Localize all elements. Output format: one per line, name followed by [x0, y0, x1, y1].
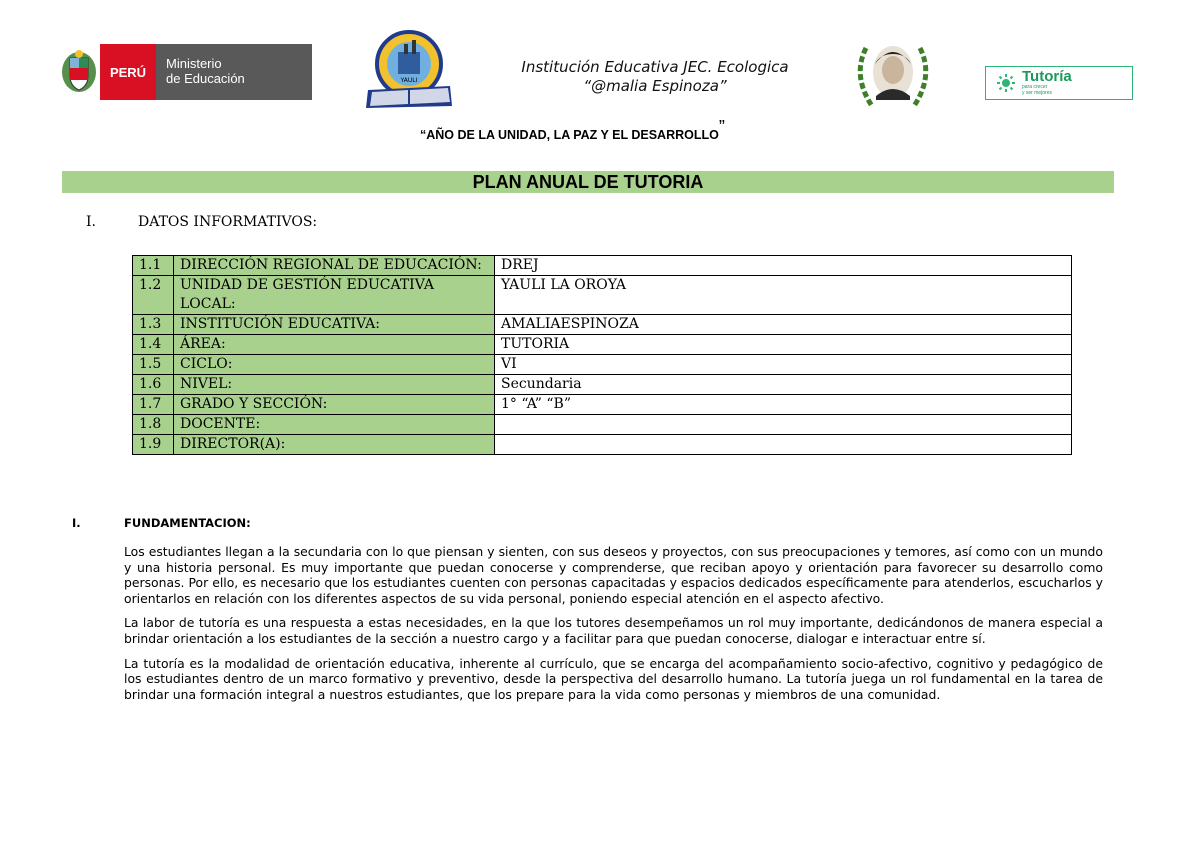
section-heading: DATOS INFORMATIVOS: — [138, 214, 318, 230]
table-row — [133, 375, 1072, 395]
row-label: INSTITUCIÓN EDUCATIVA: — [174, 315, 495, 335]
paragraph: La tutoría es la modalidad de orientación educativa, inherente al currículo, que se encarga del acompañamiento socio-afectivo, cognitivo y pedagógico de los estudiantes dentro de un marco formativo y preventivo, desde la perspectiva del desarrollo humano. La tutoría juega un rol fundamental en la tarea de brindar una formación integral a nuestros estudiantes, que los prepare para la vida como personas y miembros de una comunidad. — [124, 655, 1103, 702]
row-label: DIRECTOR(A): — [174, 435, 495, 455]
paragraph: La labor de tutoría es una respuesta a estas necesidades, en la que los tutores desempeñamos un rol muy importante, dedicándonos de manera especial a brindar orientación a los estudiantes de la sección a nuestro cargo y a facilitar para que puedan conocerse, dialogar e interactuar entre sí. — [124, 615, 1103, 646]
row-value — [495, 435, 1072, 455]
tutoria-sub1: para crecer — [1022, 84, 1048, 90]
row-value: TUTORIA — [495, 335, 1072, 355]
info-table — [132, 255, 1072, 455]
row-number: 1.3 — [133, 315, 174, 335]
row-label: GRADO Y SECCIÓN: — [174, 395, 495, 415]
row-label: NIVEL: — [174, 375, 495, 395]
row-number: 1.7 — [133, 395, 174, 415]
page-title: PLAN ANUAL DE TUTORIA — [62, 171, 1114, 193]
table-row — [133, 276, 1072, 315]
tutoria-sub2: y ser mejores — [1022, 90, 1053, 96]
row-number: 1.4 — [133, 335, 174, 355]
row-number: 1.8 — [133, 415, 174, 435]
portrait-laurel-emblem — [846, 38, 940, 114]
ministry-name: Ministerio de Educación — [156, 44, 312, 100]
row-number: 1.9 — [133, 435, 174, 455]
sun-flower-icon — [996, 73, 1016, 93]
row-value: 1° “A” “B” — [495, 395, 1072, 415]
table-row — [133, 256, 1072, 276]
row-number: 1.5 — [133, 355, 174, 375]
section-heading: FUNDAMENTACION: — [124, 516, 251, 530]
row-value: DREJ — [495, 256, 1072, 276]
tutoria-logo — [985, 66, 1133, 100]
row-number: 1.6 — [133, 375, 174, 395]
section-numeral: I. — [86, 214, 96, 230]
section-numeral: I. — [72, 516, 81, 530]
row-label: DIRECCIÓN REGIONAL DE EDUCACIÓN: — [174, 256, 495, 276]
paragraph: Los estudiantes llegan a la secundaria con lo que piensan y sienten, con sus deseos y proyectos, con sus preocupaciones y temores, así como con un mundo y una historia personal. Es muy importante que puedan conocerse y comprenderse, que reciban apoyo y orientación para favorecer su desarrollo como personas. Por ello, es necesario que los estudiantes cuenten con personas capacitadas y espacios dedicados específicamente para atenderlos, escucharlos y orientarlos en relación con los diferentes aspectos de su vida personal, poniendo especial atención en el aspecto afectivo. — [124, 544, 1103, 606]
school-logo — [364, 26, 454, 110]
row-number: 1.2 — [133, 276, 174, 315]
row-value: AMALIAESPINOZA — [495, 315, 1072, 335]
peru-coat-of-arms-icon — [58, 44, 100, 100]
tutoria-word: Tutoría — [1022, 68, 1072, 85]
row-value: YAULI LA OROYA — [495, 276, 1072, 315]
section-datos-informativos — [86, 214, 318, 230]
row-number: 1.1 — [133, 256, 174, 276]
year-motto: “AÑO DE LA UNIDAD, LA PAZ Y EL DESARROLLO” — [420, 117, 725, 142]
minedu-logo — [58, 44, 312, 100]
row-value: VI — [495, 355, 1072, 375]
table-row — [133, 435, 1072, 455]
row-label: DOCENTE: — [174, 415, 495, 435]
fundamentacion-body — [124, 544, 1103, 711]
section-fundamentacion — [72, 516, 251, 530]
row-label: UNIDAD DE GESTIÓN EDUCATIVA LOCAL: — [174, 276, 495, 315]
row-value: Secundaria — [495, 375, 1072, 395]
peru-brand: PERÚ — [100, 44, 156, 100]
table-row — [133, 335, 1072, 355]
row-label: CICLO: — [174, 355, 495, 375]
institution-title: Institución Educativa JEC. Ecologica “@malia Espinoza” — [521, 58, 789, 95]
row-value — [495, 415, 1072, 435]
table-row — [133, 395, 1072, 415]
table-row — [133, 315, 1072, 335]
row-label: ÁREA: — [174, 335, 495, 355]
school-logo-text: YAULI — [400, 77, 418, 84]
table-row — [133, 415, 1072, 435]
table-row — [133, 355, 1072, 375]
